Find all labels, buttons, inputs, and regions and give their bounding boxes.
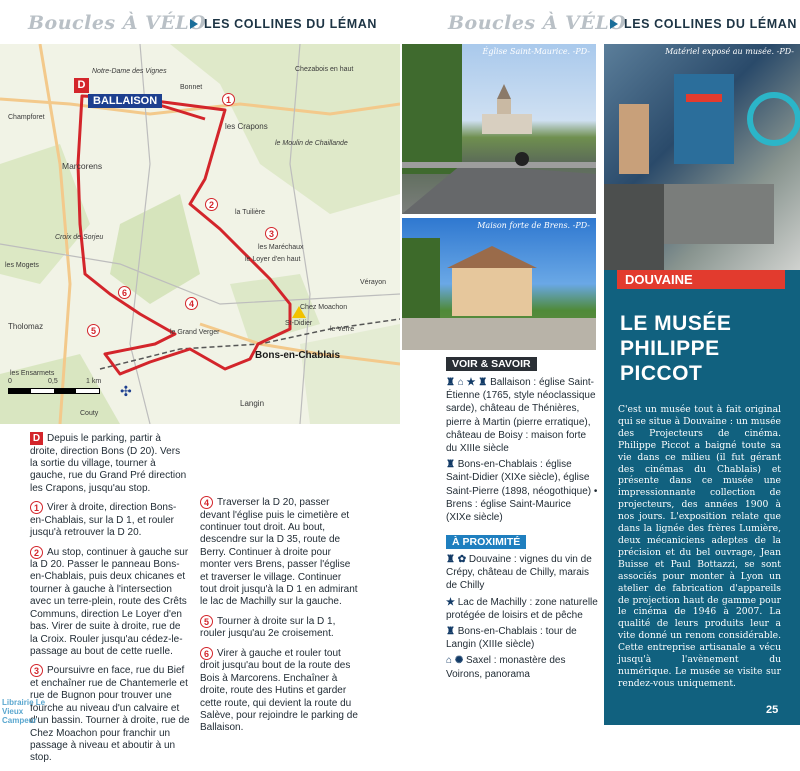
map-label-notre-dame: Notre-Dame des Vignes	[92, 68, 167, 75]
section-title-left-text: LES COLLINES DU LÉMAN	[204, 17, 378, 31]
photo-brens-drawing	[402, 218, 596, 350]
itinerary-start-text: Depuis le parking, partir à droite, direction Bons (D 20). Vers la sortie du village, tourner à gauche, rue du Grand Pré direction les Crapons, jusqu'au stop.	[30, 433, 187, 494]
map-label-marcorens: Marcorens	[62, 161, 103, 171]
scale-bar	[8, 388, 100, 394]
itinerary-start	[30, 432, 190, 495]
itinerary-step-4	[200, 496, 360, 609]
section-title-left	[190, 17, 377, 31]
map-label-chezabois: Chezabois en haut	[295, 66, 354, 73]
step-number-5: 5	[200, 615, 213, 628]
route-marker-1: 1	[222, 93, 235, 106]
map-label-saint-didier: St-Didier	[285, 320, 313, 327]
brand-title-left: Boucles À VÉLO	[28, 12, 207, 34]
caption-musee: Matériel exposé au musée. -PD-	[665, 47, 794, 56]
caption-brens: Maison forte de Brens. -PD-	[477, 221, 590, 230]
start-icon: D	[30, 432, 43, 445]
photo-musee-drawing	[604, 44, 800, 270]
step-number-2: 2	[30, 546, 43, 559]
route-marker-3: 3	[265, 227, 278, 240]
route-map	[0, 44, 400, 424]
map-label-champforet: Champforet	[8, 114, 45, 121]
proximite-item-langin	[446, 625, 598, 651]
section-title-right	[610, 17, 797, 31]
map-label-bonnet: Bonnet	[180, 84, 203, 91]
photo-eglise-saint-maurice	[402, 44, 596, 214]
itinerary-step-6	[200, 647, 360, 735]
route-marker-4: 4	[185, 297, 198, 310]
proximite-text-1: Douvaine : vignes du vin de Crépy, château de Chilly, marais de Chilly	[446, 554, 592, 592]
voir-savoir-item-ballaison	[446, 376, 598, 455]
voir-savoir-text-1: Ballaison : église Saint-Étienne (1765, style néoclassique sarde), château de Thénières, pierre à Martin (pierre erratique), château de Boisy : maison forte du XIIIe siècle	[446, 377, 596, 455]
start-marker: D	[74, 78, 89, 93]
itinerary-column-2	[200, 496, 360, 741]
a-proximite-list	[446, 553, 598, 681]
heritage-icons: ♜ ⌂ ★ ♜	[446, 377, 491, 388]
brand-title-right: Boucles À VÉLO	[448, 12, 627, 34]
warning-icon	[292, 306, 306, 318]
itinerary-step-3	[30, 664, 190, 764]
feature-location-tag: DOUVAINE	[617, 270, 785, 289]
voir-savoir-list	[446, 376, 598, 524]
step-text-4: Traverser la D 20, passer devant l'église puis le cimetière et continuer tout droit. Au bout, descendre sur la D 35, route de Berry. Continuer à droite pour monter vers Brens, passer l'église et traverser le village. Continuer tout droit jusqu'à la D 1 en admirant le lac de Machilly sur la gauche.	[200, 497, 358, 608]
photo-maison-forte-brens	[402, 218, 596, 350]
route-marker-5: 5	[87, 324, 100, 337]
page-number: 25	[766, 704, 779, 716]
photo-musee-materiel	[604, 44, 800, 270]
map-label-ballaison: BALLAISON	[88, 94, 162, 108]
compass-icon: ✣	[120, 383, 132, 399]
proximite-text-4: Saxel : monastère des Voirons, panorama	[446, 655, 566, 680]
step-number-1: 1	[30, 501, 43, 514]
map-label-ensarmets: les Ensarmets	[10, 370, 55, 377]
step-text-3: Poursuivre en face, rue du Bief et enchaîner rue de Chantemerle et rue de Bugnon pour trouver une fourche au niveau d'un calvaire et d'un bassin. Tourner à droite, rue de Chez Moachon pour franchir un passage à niveau et aboutir à un stop.	[30, 665, 190, 764]
map-label-grand-verger: le Grand Verger	[170, 329, 220, 336]
route-marker-6: 6	[118, 286, 131, 299]
map-label-tholomaz: Tholomaz	[8, 322, 44, 331]
scale-half: 0,5	[48, 378, 58, 385]
step-number-4: 4	[200, 496, 213, 509]
feature-title-line-3: PICCOT	[620, 362, 703, 385]
itinerary-step-1	[30, 501, 190, 539]
map-label-moulin: le Moulin de Chaillande	[275, 140, 348, 147]
map-label-les-mogets: les Mogets	[5, 262, 39, 269]
step-number-6: 6	[200, 647, 213, 660]
star-icon: ★	[446, 596, 458, 608]
itinerary-step-5	[200, 615, 360, 641]
triangle-icon	[610, 19, 618, 29]
proximite-item-saxel	[446, 654, 598, 680]
map-label-le-verre: le Verre	[330, 326, 355, 333]
itinerary-column-1	[30, 432, 190, 771]
voir-savoir-item-bons	[446, 458, 598, 524]
bookstore-watermark: Librairie Le Vieux Campeur	[2, 698, 46, 725]
map-label-croix-sorjeu: Croix de Sorjeu	[55, 234, 104, 241]
map-label-bons: Bons-en-Chablais	[255, 350, 341, 361]
step-text-6: Virer à gauche et rouler tout droit jusqu'au bout de la route des Bois à Marcorens. Enchaîner à droite, route des Hutins et garder cette route, qui devient la route du Salève, pour rejoindre le parking de Ballaison.	[200, 647, 358, 734]
map-label-verayon: Vérayon	[360, 279, 387, 286]
map-label-la-tuiliere: la Tuilière	[235, 209, 265, 216]
monastery-icon: ⌂ ✺	[446, 655, 466, 667]
proximite-text-3: Bons-en-Chablais : tour de Langin (XIIIe siècle)	[446, 626, 577, 651]
proximite-text-2: Lac de Machilly : zone naturelle protégée de loisirs et de pêche	[446, 596, 598, 621]
caption-eglise: Église Saint-Maurice. -PD-	[482, 47, 590, 56]
tower-icon: ♜	[446, 626, 458, 638]
proximite-item-douvaine	[446, 553, 598, 593]
feature-title-line-2: PHILIPPE	[620, 337, 720, 360]
map-label-les-marechaux: les Maréchaux	[258, 244, 304, 251]
proximite-item-machilly	[446, 596, 598, 622]
scale-zero: 0	[8, 378, 12, 385]
scale-one: 1 km	[86, 378, 102, 385]
map-label-le-loyer: le Loyer d'en haut	[245, 256, 301, 263]
voir-savoir-text-2: Bons-en-Chablais : église Saint-Didier (XIXe siècle), église Saint-Pierre (1898, néogothique) • Brens : église Saint-Maurice (XIXe siècle)	[446, 459, 598, 524]
photo-eglise-drawing	[402, 44, 596, 214]
map-label-chez-moachon: Chez Moachon	[300, 304, 348, 311]
triangle-icon	[190, 19, 198, 29]
feature-body: C'est un musée tout à fait original qui se situe à Douvaine : un musée des Projecteurs de cinéma. Philippe Piccot a baigné toute sa vie dans ce milieu (il fut gérant des cinémas du Chablais) et présente dans ce musée une impressionnante collection de projecteurs, des années 1900 à nos jours. L'exposition relate que dans la lignée des frères Lumière, deux mécaniciens adeptes de la précision et du bel ouvrage, Jean Buisse et Paul Bottazzi, se sont associés pour monter à Lyon un atelier de fabrication d'appareils de projection haut de gamme pour le cinéma de 1946 à 2007. La qualité de leurs produits leur a vite donné un renom considérable. Cette entreprise artisanale a vécu jusqu'à l'avènement du numérique. Le musée se visite sur rendez-vous uniquement.	[618, 404, 781, 689]
feature-title	[620, 311, 731, 386]
map-label-crapons: les Crapons	[225, 122, 268, 131]
church-icon: ♜	[446, 459, 458, 471]
itinerary-step-2	[30, 546, 190, 659]
a-proximite-tag: À PROXIMITÉ	[446, 535, 526, 549]
step-text-1: Virer à droite, direction Bons-en-Chablais, sur la D 1, et rouler jusqu'à retrouver la D 20.	[30, 502, 177, 539]
step-number-3: 3	[30, 664, 43, 677]
wine-icon: ♜ ✿	[446, 554, 469, 565]
map-label-langin: Langin	[240, 399, 265, 408]
section-title-right-text: LES COLLINES DU LÉMAN	[624, 17, 798, 31]
route-marker-2: 2	[205, 198, 218, 211]
step-text-2: Au stop, continuer à gauche sur la D 20. Passer le panneau Bons-en-Chablais, puis deux chicanes et tourner à gauche à l'intersection avec un terre-plein, route des Crêts Communs, direction Le Loyer d'en bas. Virer de suite à droite, rue de la Croix. Rouler jusqu'au cédez-le-passage au bout de cette rueIle.	[30, 546, 189, 657]
map-label-couty: Couty	[80, 410, 99, 417]
voir-savoir-tag: VOIR & SAVOIR	[446, 357, 537, 371]
step-text-5: Tourner à droite sur la D 1, rouler jusqu'au 2e croisement.	[200, 615, 336, 640]
feature-title-line-1: LE MUSÉE	[620, 312, 732, 335]
